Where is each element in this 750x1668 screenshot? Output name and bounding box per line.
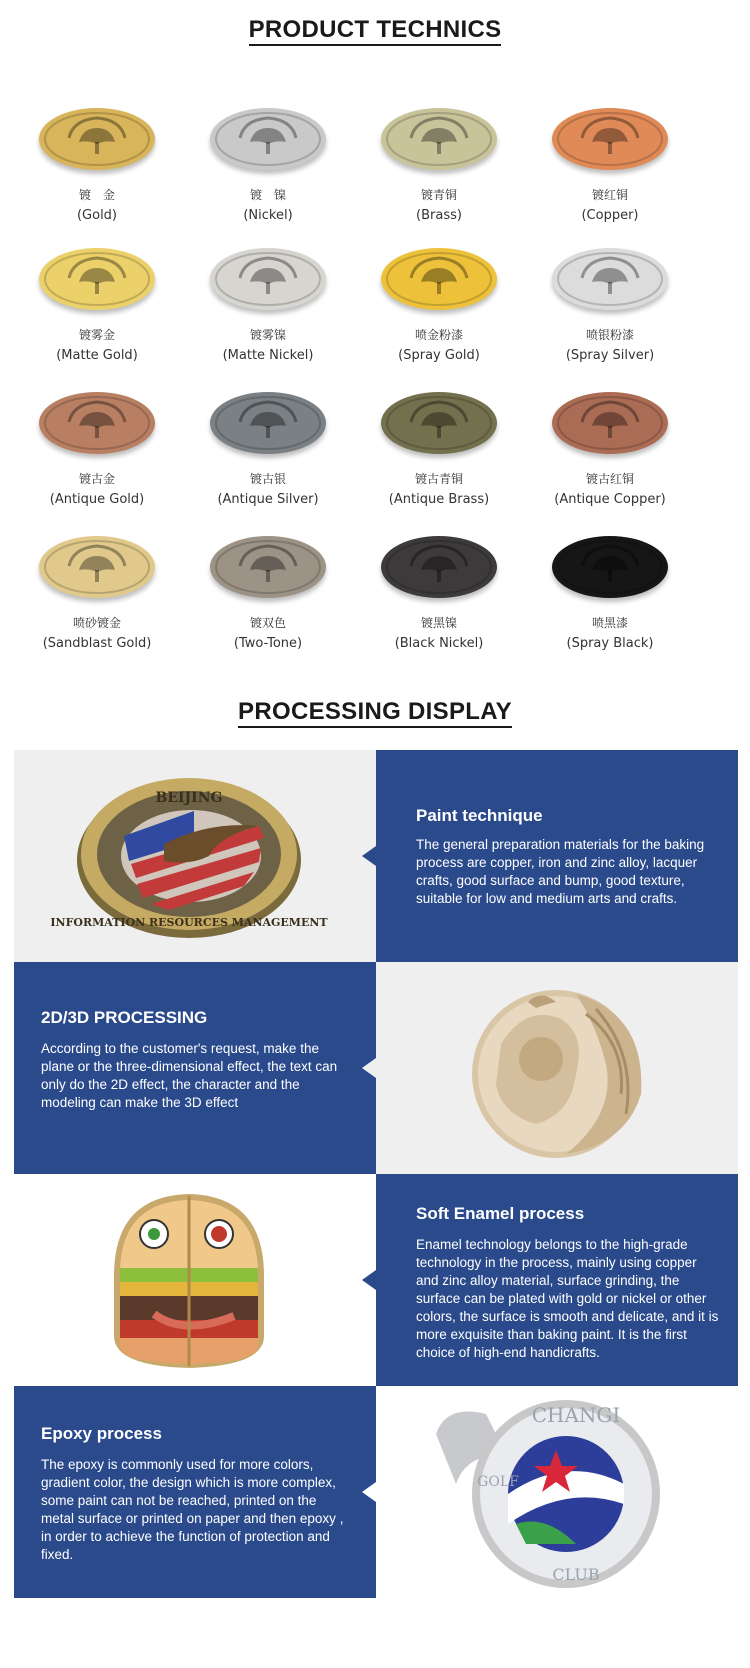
swatch-label-en: (Matte Nickel) bbox=[222, 348, 314, 363]
tree-coin-icon bbox=[552, 248, 668, 310]
plating-swatch bbox=[183, 392, 353, 542]
swatch-label-cn: 镀雾镍 bbox=[249, 328, 286, 342]
paint-technique-image-panel bbox=[14, 750, 376, 962]
swatch-label-en: (Black Nickel) bbox=[394, 636, 484, 651]
processing-2d3d-panel bbox=[14, 962, 376, 1174]
swatch-label-cn: 镀双色 bbox=[249, 616, 286, 630]
swatch-label-en: (Nickel) bbox=[243, 208, 293, 223]
plating-swatch bbox=[183, 248, 353, 398]
product-technics-title: PRODUCT TECHNICS bbox=[0, 16, 750, 44]
swatch-label-cn: 镀古红铜 bbox=[585, 472, 634, 486]
tree-coin-icon bbox=[381, 248, 497, 310]
golf-ball-marker-icon bbox=[426, 1394, 666, 1592]
panel-text: Enamel technology belongs to the high-grade technology in the process, mainly using copper and zinc alloy material, surface grinding, the surface can be plated with gold or nickel or other colors, the surface is smooth and delicate, and it is more exquisite than baking paint. It is the first choice of high-end handicrafts. bbox=[416, 1237, 719, 1360]
swatch-label-en: (Brass) bbox=[416, 208, 462, 223]
panel-text: The epoxy is commonly used for more colors, gradient color, the design which is more complex, some paint can not be reached, printed on the metal surface or printed on paper and then epoxy , in order to achieve the function of protection and fixed. bbox=[41, 1457, 344, 1562]
panel-title: Epoxy process bbox=[41, 1424, 162, 1443]
plating-swatch bbox=[525, 248, 695, 398]
tree-coin-icon bbox=[210, 392, 326, 454]
plating-swatch bbox=[12, 392, 182, 542]
swatch-label-cn: 镀古银 bbox=[249, 472, 286, 486]
plating-swatch bbox=[354, 536, 524, 686]
burger-face-pin-icon bbox=[94, 1186, 284, 1374]
tree-coin-icon bbox=[210, 108, 326, 170]
swatch-label-en: (Antique Gold) bbox=[49, 492, 145, 507]
panel-title: 2D/3D PROCESSING bbox=[41, 1008, 208, 1027]
processing-display-title: PROCESSING DISPLAY bbox=[0, 698, 750, 726]
swatch-label-cn: 喷砂镀金 bbox=[72, 616, 121, 630]
swatch-label-cn: 喷黑漆 bbox=[591, 616, 628, 630]
panel-text: The general preparation materials for the baking process are copper, iron and zinc alloy, lacquer crafts, good surface and bump, good texture, suitable for low and medium arts and crafts. bbox=[416, 837, 705, 906]
plating-swatch bbox=[354, 108, 524, 258]
soft-enamel-image-panel bbox=[14, 1174, 376, 1386]
eagle-flag-coin-icon bbox=[50, 766, 328, 946]
swatch-label-en: (Two-Tone) bbox=[233, 636, 303, 651]
swatch-label-cn: 镀 镍 bbox=[249, 188, 286, 202]
epoxy-image-panel bbox=[376, 1386, 738, 1598]
tree-coin-icon bbox=[39, 392, 155, 454]
swatch-label-en: (Spray Gold) bbox=[398, 348, 480, 363]
coin-ring-text: INFORMATION RESOURCES MANAGEMENT bbox=[50, 916, 328, 929]
paint-technique-panel bbox=[376, 750, 738, 962]
swatch-label-en: (Spray Silver) bbox=[565, 348, 655, 363]
plating-swatch bbox=[525, 536, 695, 686]
swatch-label-cn: 镀 金 bbox=[78, 188, 115, 202]
tree-coin-icon bbox=[39, 108, 155, 170]
coin-top-text: BEIJING bbox=[155, 790, 223, 806]
plating-swatch bbox=[183, 536, 353, 686]
epoxy-panel bbox=[14, 1386, 376, 1598]
panel-text: According to the customer's request, make the plane or the three-dimensional effect, the text can only do the 2D effect, the character and the modeling can make the 3D effect bbox=[41, 1041, 338, 1110]
tree-coin-icon bbox=[39, 248, 155, 310]
soft-enamel-panel bbox=[376, 1174, 738, 1386]
swatch-label-en: (Sandblast Gold) bbox=[42, 636, 152, 651]
marker-text: CHANGI bbox=[531, 1403, 621, 1427]
tree-coin-icon bbox=[552, 536, 668, 598]
swatch-label-cn: 镀古金 bbox=[78, 472, 115, 486]
marker-side-text: GOLF bbox=[477, 1474, 519, 1490]
swatch-label-cn: 镀青铜 bbox=[420, 188, 457, 202]
tree-coin-icon bbox=[552, 392, 668, 454]
tree-coin-icon bbox=[381, 536, 497, 598]
swatch-label-en: (Matte Gold) bbox=[56, 348, 138, 363]
swatch-label-en: (Gold) bbox=[76, 208, 118, 223]
swatch-label-cn: 喷金粉漆 bbox=[414, 328, 463, 342]
tree-coin-icon bbox=[210, 536, 326, 598]
pointer-arrow bbox=[362, 846, 376, 866]
plating-swatch bbox=[183, 108, 353, 258]
plating-swatch bbox=[354, 248, 524, 398]
swatch-label-cn: 镀红铜 bbox=[591, 188, 628, 202]
plating-swatch bbox=[12, 248, 182, 398]
marker-bottom-text: CLUB bbox=[552, 1565, 600, 1584]
tree-coin-icon bbox=[39, 536, 155, 598]
swatch-label-cn: 镀雾金 bbox=[78, 328, 115, 342]
swatch-label-cn: 喷银粉漆 bbox=[585, 328, 634, 342]
processing-2d3d-image-panel bbox=[376, 962, 738, 1174]
tree-coin-icon bbox=[381, 108, 497, 170]
plating-swatch bbox=[525, 392, 695, 542]
swatch-label-cn: 镀黑镍 bbox=[420, 616, 457, 630]
pointer-arrow bbox=[362, 1270, 376, 1290]
swatch-label-en: (Antique Silver) bbox=[217, 492, 319, 507]
swatch-label-en: (Copper) bbox=[581, 208, 639, 223]
tree-coin-icon bbox=[381, 392, 497, 454]
plating-swatch bbox=[12, 536, 182, 686]
pointer-arrow bbox=[362, 1058, 376, 1078]
swatch-label-en: (Antique Brass) bbox=[388, 492, 490, 507]
swatch-label-cn: 镀古青铜 bbox=[414, 472, 463, 486]
panel-title: Soft Enamel process bbox=[416, 1204, 585, 1223]
pointer-arrow bbox=[362, 1482, 376, 1502]
plating-swatch bbox=[354, 392, 524, 542]
tree-coin-icon bbox=[210, 248, 326, 310]
lion-wing-coin-icon bbox=[456, 974, 656, 1162]
swatch-label-en: (Antique Copper) bbox=[554, 492, 666, 507]
panel-title: Paint technique bbox=[416, 806, 543, 825]
plating-swatch bbox=[12, 108, 182, 258]
tree-coin-icon bbox=[552, 108, 668, 170]
swatch-label-en: (Spray Black) bbox=[566, 636, 654, 651]
plating-swatch bbox=[525, 108, 695, 258]
